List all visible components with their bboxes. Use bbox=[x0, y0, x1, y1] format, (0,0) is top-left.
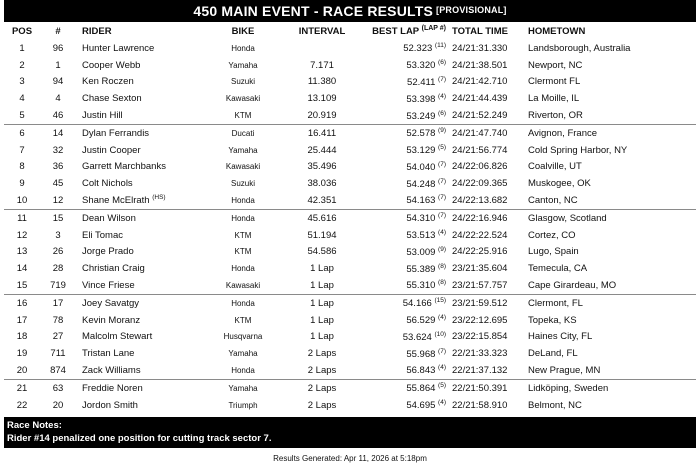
best-lap-number: (4) bbox=[438, 399, 446, 407]
best-lap-number: (9) bbox=[438, 245, 446, 253]
best-lap-time: 52.323 bbox=[403, 43, 433, 55]
cell-rider bbox=[76, 74, 206, 91]
rider-designation: (HS) bbox=[152, 194, 166, 202]
cell-hometown: New Prague, MN bbox=[528, 365, 601, 377]
header-row bbox=[4, 22, 696, 40]
best-lap-number: (6) bbox=[438, 59, 446, 67]
cell-best-lap bbox=[364, 107, 452, 124]
cell-hometown: Clermont FL bbox=[528, 76, 581, 88]
best-lap-number: (4) bbox=[438, 314, 446, 322]
cell-rider bbox=[76, 142, 206, 159]
cell-hometown: Haines City, FL bbox=[528, 331, 593, 343]
cell-total-time: 23/21:57.757 bbox=[452, 280, 508, 292]
table-row bbox=[4, 294, 696, 311]
best-lap-time: 53.513 bbox=[406, 230, 436, 242]
rider-name: Justin Hill bbox=[82, 110, 123, 122]
table-row bbox=[4, 142, 696, 159]
cell-bike: Honda bbox=[231, 366, 255, 376]
best-lap-number: (11) bbox=[434, 42, 446, 50]
cell-number: 32 bbox=[52, 144, 64, 156]
table-row bbox=[4, 40, 696, 57]
cell-total-time: 24/22:06.826 bbox=[452, 161, 508, 173]
cell-pos: 19 bbox=[16, 348, 28, 360]
table-row bbox=[4, 260, 696, 277]
cell-rider bbox=[76, 90, 206, 107]
cell-number: 1 bbox=[55, 59, 61, 71]
cell-hometown: Cold Spring Harbor, NY bbox=[528, 144, 628, 156]
best-lap-number: (9) bbox=[438, 127, 446, 135]
cell-best-lap bbox=[364, 329, 452, 346]
cell-best-lap bbox=[364, 124, 452, 141]
cell-hometown: Lugo, Spain bbox=[528, 246, 579, 258]
table-row bbox=[4, 74, 696, 91]
table-row bbox=[4, 277, 696, 294]
cell-bike: Ducati bbox=[206, 124, 280, 141]
provisional-tag: [PROVISIONAL] bbox=[436, 5, 507, 15]
cell-bike: Kawasaki bbox=[225, 281, 261, 291]
col-best-lap-label: BEST LAP bbox=[372, 26, 419, 38]
cell-best-lap bbox=[364, 379, 452, 396]
rider-name: Christian Craig bbox=[82, 263, 145, 275]
cell-interval: 45.616 bbox=[280, 209, 364, 226]
cell-bike: Kawasaki bbox=[225, 162, 261, 172]
best-lap-time: 56.843 bbox=[406, 365, 436, 377]
cell-hometown: Canton, NC bbox=[528, 195, 578, 207]
best-lap-time: 54.248 bbox=[406, 178, 436, 190]
best-lap-number: (7) bbox=[438, 347, 446, 355]
cell-bike: Yamaha bbox=[228, 60, 258, 70]
rider-name: Dylan Ferrandis bbox=[82, 127, 150, 139]
cell-pos: 10 bbox=[16, 195, 28, 207]
cell-rider bbox=[76, 362, 206, 379]
rider-name: Jorge Prado bbox=[82, 246, 134, 258]
best-lap-number: (7) bbox=[438, 212, 446, 220]
cell-total-time: 23/22:12.695 bbox=[452, 314, 508, 326]
table-row bbox=[4, 159, 696, 176]
cell-hometown: Lidköping, Sweden bbox=[522, 379, 696, 396]
rider-name: Freddie Noren bbox=[82, 382, 143, 394]
cell-interval: 1 Lap bbox=[310, 263, 334, 275]
race-notes bbox=[4, 417, 696, 448]
best-lap-number: (4) bbox=[438, 364, 446, 372]
cell-pos: 20 bbox=[16, 365, 28, 377]
cell-pos: 11 bbox=[4, 209, 40, 226]
cell-rider bbox=[76, 40, 206, 57]
cell-best-lap bbox=[364, 74, 452, 91]
cell-total-time: 24/22:22.524 bbox=[452, 229, 508, 241]
cell-bike: Triumph bbox=[228, 400, 258, 410]
cell-pos: 6 bbox=[4, 124, 40, 141]
cell-pos: 12 bbox=[16, 229, 28, 241]
cell-pos: 2 bbox=[19, 59, 25, 71]
cell-bike: Husqvarna bbox=[223, 332, 263, 342]
cell-total-time: 24/22:13.682 bbox=[452, 195, 508, 207]
cell-number: 17 bbox=[40, 294, 76, 311]
cell-total-time: 24/21:56.774 bbox=[452, 144, 508, 156]
cell-interval: 42.351 bbox=[307, 195, 337, 207]
cell-total-time: 24/21:47.740 bbox=[452, 124, 522, 141]
cell-rider bbox=[76, 244, 206, 261]
best-lap-time: 54.310 bbox=[406, 213, 436, 225]
best-lap-time: 53.320 bbox=[406, 60, 436, 72]
cell-interval: 54.586 bbox=[307, 246, 337, 258]
cell-bike: KTM bbox=[234, 315, 252, 325]
cell-hometown: Topeka, KS bbox=[528, 314, 577, 326]
cell-hometown: Coalville, UT bbox=[528, 161, 582, 173]
best-lap-time: 52.411 bbox=[407, 77, 436, 89]
cell-number: 711 bbox=[50, 348, 66, 360]
cell-rider bbox=[76, 57, 206, 74]
best-lap-number: (15) bbox=[434, 297, 446, 305]
cell-total-time: 22/21:33.323 bbox=[452, 348, 508, 360]
table-row bbox=[4, 379, 696, 396]
cell-pos: 18 bbox=[16, 331, 28, 343]
cell-total-time: 22/21:58.910 bbox=[452, 399, 508, 411]
cell-number: 27 bbox=[52, 331, 64, 343]
cell-best-lap bbox=[364, 362, 452, 379]
cell-hometown: Belmont, NC bbox=[528, 399, 582, 411]
rider-name: Cooper Webb bbox=[82, 59, 141, 71]
cell-pos: 14 bbox=[16, 263, 28, 275]
table-row bbox=[4, 209, 696, 226]
rider-name: Dean Wilson bbox=[82, 212, 136, 224]
cell-best-lap bbox=[364, 312, 452, 329]
cell-bike: Honda bbox=[206, 209, 280, 226]
cell-interval: 2 Laps bbox=[280, 379, 364, 396]
cell-rider bbox=[76, 277, 206, 294]
cell-rider bbox=[76, 124, 206, 141]
cell-total-time: 24/21:38.501 bbox=[452, 59, 508, 71]
table-row bbox=[4, 244, 696, 261]
cell-total-time: 24/21:42.710 bbox=[452, 76, 508, 88]
race-notes-title: Race Notes: bbox=[7, 419, 62, 431]
rider-name: Eli Tomac bbox=[82, 229, 124, 241]
cell-pos: 17 bbox=[16, 314, 28, 326]
cell-total-time: 22/21:37.132 bbox=[452, 365, 508, 377]
best-lap-time: 53.398 bbox=[406, 93, 436, 105]
table-row bbox=[4, 362, 696, 379]
best-lap-time: 54.040 bbox=[406, 162, 436, 174]
col-rider: RIDER bbox=[82, 25, 112, 37]
cell-rider bbox=[76, 260, 206, 277]
cell-best-lap bbox=[364, 277, 452, 294]
cell-pos: 13 bbox=[16, 246, 28, 258]
generated-timestamp: Results Generated: Apr 11, 2026 at 5:18pm bbox=[273, 453, 427, 463]
cell-number: 12 bbox=[52, 195, 64, 207]
cell-number: 874 bbox=[50, 365, 66, 377]
table-row bbox=[4, 329, 696, 346]
cell-rider bbox=[76, 227, 206, 244]
rider-name: Jordon Smith bbox=[82, 399, 138, 411]
cell-total-time: 22/21:50.391 bbox=[452, 379, 522, 396]
rider-name: Shane McElrath bbox=[82, 195, 150, 207]
col-total-time: TOTAL TIME bbox=[452, 25, 508, 37]
col-hometown: HOMETOWN bbox=[528, 25, 586, 37]
table-row bbox=[4, 397, 696, 414]
results-body bbox=[4, 40, 696, 414]
best-lap-number: (10) bbox=[434, 330, 446, 338]
cell-best-lap bbox=[364, 260, 452, 277]
table-row bbox=[4, 90, 696, 107]
cell-hometown: Riverton, OR bbox=[528, 110, 583, 122]
col-pos: POS bbox=[11, 25, 33, 37]
rider-name: Garrett Marchbanks bbox=[82, 161, 166, 173]
cell-number: 3 bbox=[55, 229, 61, 241]
cell-pos: 5 bbox=[19, 110, 25, 122]
cell-total-time: 24/21:31.330 bbox=[452, 42, 508, 54]
cell-bike: Suzuki bbox=[230, 77, 255, 87]
cell-pos: 9 bbox=[19, 178, 25, 190]
cell-hometown: La Moille, IL bbox=[528, 93, 580, 105]
cell-number: 719 bbox=[50, 280, 66, 292]
cell-interval: 2 Laps bbox=[307, 399, 337, 411]
cell-best-lap bbox=[364, 294, 452, 311]
best-lap-time: 55.864 bbox=[406, 383, 436, 395]
cell-total-time: 24/21:44.439 bbox=[452, 93, 508, 105]
cell-total-time: 23/21:59.512 bbox=[452, 294, 522, 311]
rider-name: Joey Savatgy bbox=[82, 297, 140, 309]
cell-rider bbox=[76, 192, 206, 209]
cell-bike: KTM bbox=[234, 230, 252, 240]
cell-hometown: DeLand, FL bbox=[528, 348, 578, 360]
cell-interval: 25.444 bbox=[307, 144, 337, 156]
cell-rider bbox=[76, 294, 206, 311]
cell-best-lap bbox=[364, 209, 452, 226]
cell-interval: 20.919 bbox=[307, 110, 337, 122]
table-row bbox=[4, 312, 696, 329]
cell-pos: 4 bbox=[19, 93, 25, 105]
rider-name: Zack Williams bbox=[82, 365, 141, 377]
cell-bike: Honda bbox=[206, 294, 280, 311]
rider-name: Tristan Lane bbox=[82, 348, 135, 360]
cell-pos: 22 bbox=[16, 399, 28, 411]
cell-rider bbox=[76, 107, 206, 124]
best-lap-number: (7) bbox=[438, 75, 446, 83]
cell-number: 96 bbox=[52, 42, 64, 54]
table-row bbox=[4, 227, 696, 244]
cell-number: 28 bbox=[52, 263, 64, 275]
best-lap-number: (7) bbox=[438, 194, 446, 202]
table-row bbox=[4, 124, 696, 141]
cell-interval: 11.380 bbox=[307, 76, 337, 88]
cell-pos: 3 bbox=[19, 76, 25, 88]
cell-number: 14 bbox=[40, 124, 76, 141]
cell-rider bbox=[76, 159, 206, 176]
best-lap-time: 55.968 bbox=[406, 348, 436, 360]
best-lap-number: (7) bbox=[438, 160, 446, 168]
best-lap-number: (8) bbox=[438, 279, 446, 287]
cell-rider bbox=[76, 209, 206, 226]
cell-best-lap bbox=[364, 244, 452, 261]
cell-total-time: 23/21:35.604 bbox=[452, 263, 508, 275]
cell-total-time: 24/21:52.249 bbox=[452, 110, 508, 122]
cell-best-lap bbox=[364, 142, 452, 159]
best-lap-time: 55.389 bbox=[406, 263, 436, 275]
cell-number: 46 bbox=[52, 110, 64, 122]
cell-number: 78 bbox=[52, 314, 64, 326]
cell-number: 26 bbox=[52, 246, 64, 258]
cell-hometown: Cape Girardeau, MO bbox=[528, 280, 617, 292]
cell-bike: Honda bbox=[231, 43, 255, 53]
cell-bike: Suzuki bbox=[230, 179, 255, 189]
col-bike: BIKE bbox=[231, 25, 255, 37]
cell-interval: 2 Laps bbox=[307, 365, 337, 377]
cell-pos: 8 bbox=[19, 161, 25, 173]
cell-bike: Kawasaki bbox=[225, 94, 261, 104]
cell-interval: 1 Lap bbox=[310, 280, 334, 292]
rider-name: Hunter Lawrence bbox=[82, 42, 155, 54]
cell-pos: 15 bbox=[16, 280, 28, 292]
cell-total-time: 24/22:25.916 bbox=[452, 246, 508, 258]
rider-name: Malcolm Stewart bbox=[82, 331, 153, 343]
col-best-lap-sup: (LAP #) bbox=[421, 24, 446, 32]
race-notes-text: Rider #14 penalized one position for cutting track sector 7. bbox=[7, 432, 272, 444]
cell-rider bbox=[76, 345, 206, 362]
best-lap-number: (5) bbox=[438, 382, 446, 390]
cell-total-time: 23/22:15.854 bbox=[452, 331, 508, 343]
cell-bike: Yamaha bbox=[228, 349, 258, 359]
best-lap-number: (7) bbox=[438, 177, 446, 185]
cell-interval: 7.171 bbox=[310, 59, 334, 71]
cell-hometown: Temecula, CA bbox=[528, 263, 588, 275]
best-lap-number: (5) bbox=[438, 144, 446, 152]
cell-bike: Honda bbox=[231, 196, 255, 206]
col-number: # bbox=[55, 25, 61, 37]
cell-pos: 1 bbox=[19, 42, 25, 54]
cell-interval: 1 Lap bbox=[280, 294, 364, 311]
cell-interval: 1 Lap bbox=[310, 314, 334, 326]
rider-name: Chase Sexton bbox=[82, 93, 142, 105]
cell-best-lap bbox=[364, 397, 452, 414]
results-sheet bbox=[4, 0, 696, 463]
best-lap-time: 56.529 bbox=[406, 315, 436, 327]
rider-name: Justin Cooper bbox=[82, 144, 141, 156]
rider-name: Kevin Moranz bbox=[82, 314, 141, 326]
cell-bike: Honda bbox=[231, 264, 255, 274]
best-lap-time: 53.249 bbox=[406, 110, 436, 122]
cell-number: 4 bbox=[55, 93, 61, 105]
cell-interval: 35.496 bbox=[307, 161, 337, 173]
cell-interval bbox=[280, 40, 364, 57]
best-lap-time: 53.009 bbox=[406, 247, 436, 259]
cell-pos: 21 bbox=[4, 379, 40, 396]
cell-hometown: Landsborough, Australia bbox=[528, 42, 631, 54]
best-lap-time: 52.578 bbox=[406, 128, 436, 140]
cell-number: 36 bbox=[52, 161, 64, 173]
cell-interval: 38.036 bbox=[307, 178, 337, 190]
best-lap-time: 55.310 bbox=[406, 280, 436, 292]
cell-rider bbox=[76, 397, 206, 414]
table-row bbox=[4, 57, 696, 74]
cell-number: 94 bbox=[52, 76, 64, 88]
rider-name: Vince Friese bbox=[82, 280, 135, 292]
rider-name: Colt Nichols bbox=[82, 178, 133, 190]
best-lap-time: 53.129 bbox=[406, 145, 436, 157]
cell-best-lap bbox=[364, 175, 452, 192]
cell-rider bbox=[76, 312, 206, 329]
cell-bike: KTM bbox=[234, 247, 252, 257]
best-lap-time: 54.166 bbox=[402, 298, 432, 310]
cell-interval: 13.109 bbox=[307, 93, 337, 105]
best-lap-number: (6) bbox=[438, 109, 446, 117]
cell-best-lap bbox=[364, 227, 452, 244]
table-row bbox=[4, 192, 696, 209]
cell-total-time: 24/22:09.365 bbox=[452, 178, 508, 190]
best-lap-time: 54.695 bbox=[406, 400, 436, 412]
cell-interval: 2 Laps bbox=[307, 348, 337, 360]
table-row bbox=[4, 345, 696, 362]
cell-best-lap bbox=[364, 345, 452, 362]
best-lap-number: (8) bbox=[438, 262, 446, 270]
best-lap-time: 54.163 bbox=[406, 195, 436, 207]
best-lap-number: (4) bbox=[438, 92, 446, 100]
cell-number: 63 bbox=[40, 379, 76, 396]
cell-bike: Yamaha bbox=[206, 379, 280, 396]
rider-name: Ken Roczen bbox=[82, 76, 134, 88]
cell-best-lap bbox=[364, 40, 452, 57]
cell-hometown: Cortez, CO bbox=[528, 229, 576, 241]
cell-interval: 16.411 bbox=[280, 124, 364, 141]
cell-interval: 51.194 bbox=[307, 229, 337, 241]
table-row bbox=[4, 107, 696, 124]
cell-best-lap bbox=[364, 57, 452, 74]
cell-pos: 16 bbox=[4, 294, 40, 311]
col-interval: INTERVAL bbox=[298, 25, 346, 37]
cell-total-time: 24/22:16.946 bbox=[452, 209, 522, 226]
cell-best-lap bbox=[364, 192, 452, 209]
cell-hometown: Muskogee, OK bbox=[528, 178, 591, 190]
table-row bbox=[4, 175, 696, 192]
title-bar bbox=[4, 0, 696, 22]
cell-pos: 7 bbox=[19, 144, 25, 156]
results-table bbox=[4, 22, 696, 414]
page-title: 450 MAIN EVENT - RACE RESULTS bbox=[193, 3, 434, 19]
cell-bike: KTM bbox=[234, 111, 252, 121]
col-best-lap bbox=[364, 22, 452, 40]
cell-best-lap bbox=[364, 90, 452, 107]
cell-rider bbox=[76, 175, 206, 192]
best-lap-time: 53.624 bbox=[402, 332, 432, 344]
cell-number: 20 bbox=[52, 399, 64, 411]
cell-number: 45 bbox=[52, 178, 64, 190]
cell-bike: Yamaha bbox=[228, 145, 258, 155]
cell-rider bbox=[76, 329, 206, 346]
cell-interval: 1 Lap bbox=[310, 331, 334, 343]
cell-rider bbox=[76, 379, 206, 396]
best-lap-number: (4) bbox=[438, 229, 446, 237]
cell-hometown: Clermont, FL bbox=[522, 294, 696, 311]
cell-number: 15 bbox=[40, 209, 76, 226]
cell-best-lap bbox=[364, 159, 452, 176]
cell-hometown: Glasgow, Scotland bbox=[522, 209, 696, 226]
cell-hometown: Avignon, France bbox=[522, 124, 696, 141]
cell-hometown: Newport, NC bbox=[528, 59, 583, 71]
